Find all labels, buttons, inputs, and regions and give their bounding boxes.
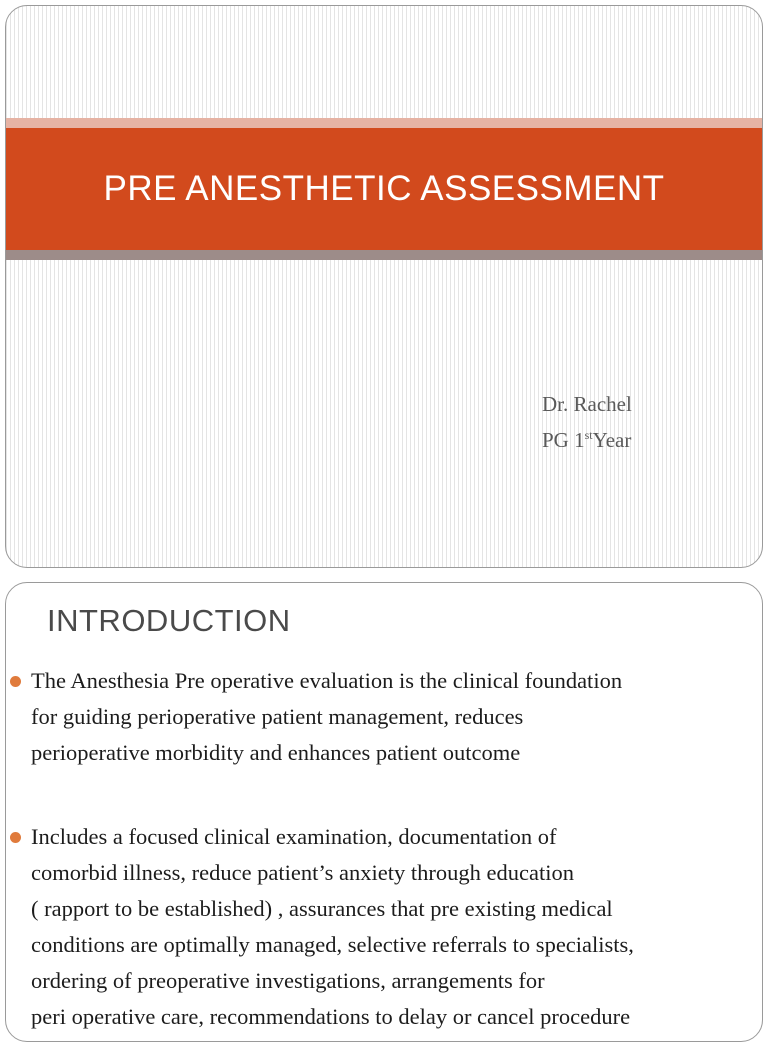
author-name: Dr. Rachel	[542, 392, 632, 416]
year-prefix: PG 1	[542, 428, 585, 452]
bullet-line: ( rapport to be established) , assurances that pre existing medical	[31, 896, 613, 921]
bullet-line: ordering of preoperative investigations, arrangements for	[31, 968, 545, 993]
bullet-line: conditions are optimally managed, selective referrals to specialists,	[31, 932, 634, 957]
title-slide	[5, 5, 763, 568]
title-band	[6, 128, 762, 250]
slide-heading: INTRODUCTION	[47, 603, 291, 638]
bullet-line: for guiding perioperative patient management, reduces	[31, 704, 524, 729]
introduction-slide	[5, 582, 763, 1042]
bullet-list	[6, 663, 762, 1035]
bullet-item	[6, 819, 762, 1035]
year-superscript: st	[584, 428, 593, 442]
bullet-line: perioperative morbidity and enhances patient outcome	[31, 740, 521, 765]
presenter-info	[542, 386, 632, 458]
year-suffix: Year	[592, 428, 632, 452]
bullet-dot-icon	[10, 676, 21, 687]
bullet-line: Includes a focused clinical examination, documentation of	[31, 824, 557, 849]
bullet-line: The Anesthesia Pre operative evaluation is the clinical foundation	[31, 668, 623, 693]
title-band-top-stripe	[6, 118, 762, 128]
bullet-dot-icon	[10, 832, 21, 843]
slide-title: PRE ANESTHETIC ASSESSMENT	[103, 169, 665, 208]
bullet-line: comorbid illness, reduce patient’s anxiety through education	[31, 860, 574, 885]
title-band-bottom-stripe	[6, 250, 762, 260]
presenter-year	[542, 422, 632, 458]
bullet-item	[6, 663, 762, 771]
bullet-line: peri operative care, recommendations to delay or cancel procedure	[31, 1004, 631, 1029]
